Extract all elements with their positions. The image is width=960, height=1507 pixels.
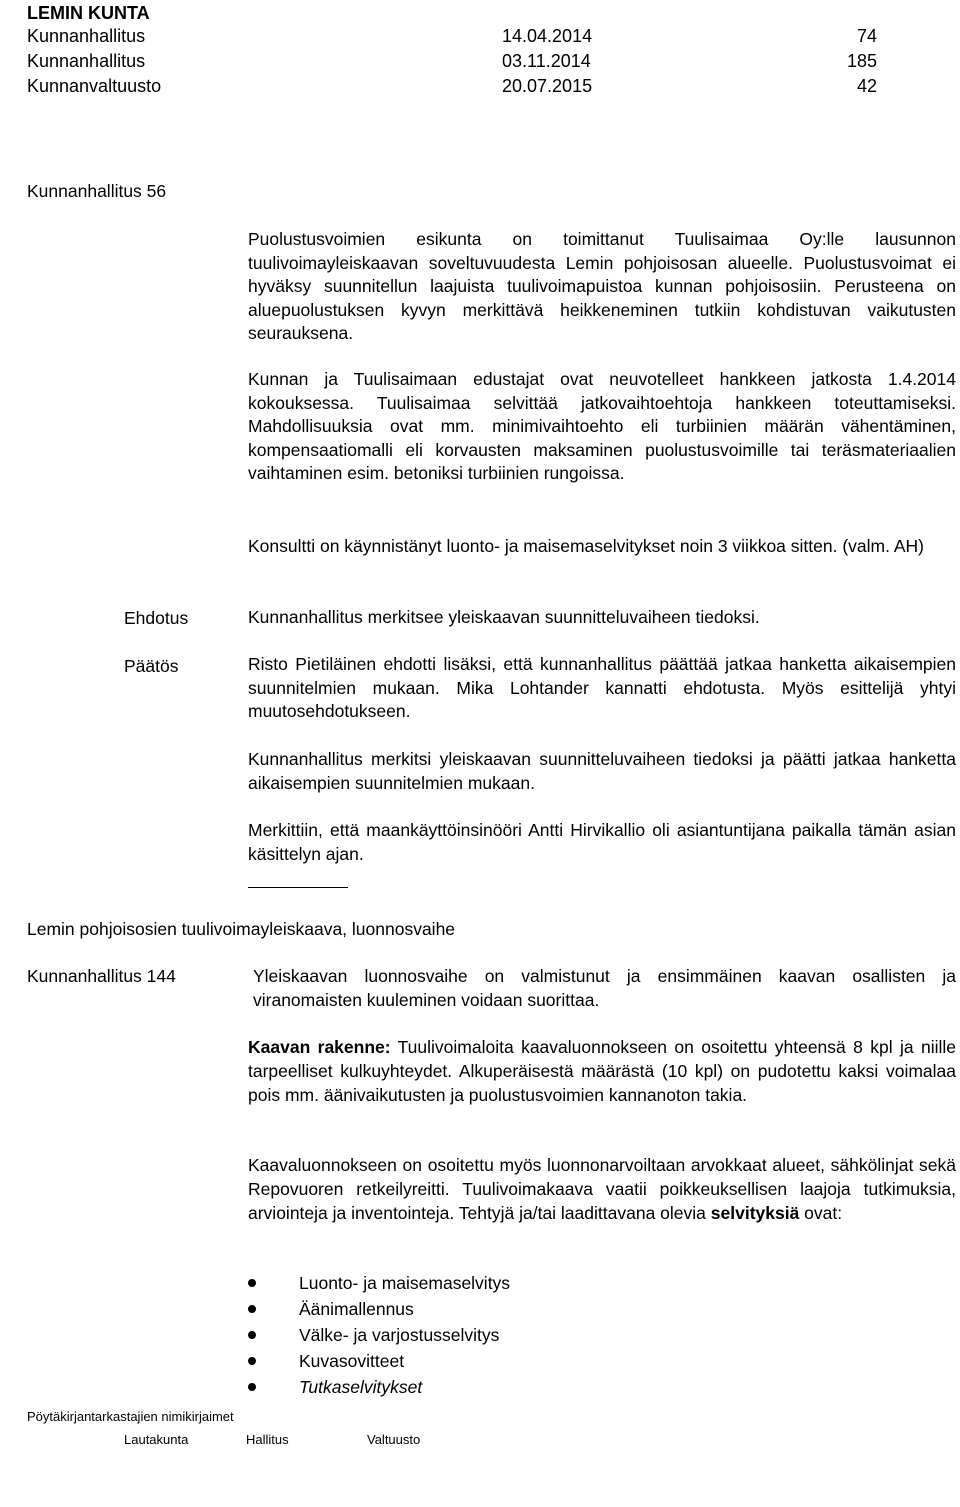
meeting-body: Kunnanvaltuusto [27,76,162,96]
ehdotus-label: Ehdotus [124,608,189,628]
paragraph [248,368,956,486]
footer-valtuusto: Valtuusto [367,1432,421,1447]
meeting-date: 20.07.2015 [502,76,593,96]
bullet-icon [248,1305,256,1313]
paragraph-text: Risto Pietiläinen ehdotti lisäksi, että kunnanhallitus päättää jatkaa hanketta aikaisempien suunnitelmien mukaan. Mika Lohtander kannatti ehdotusta. Myös esittelijä yhtyi muutosehdotukseen. [248,654,956,721]
list-item: Tutkaselvitykset [248,1374,510,1400]
bullet-icon [248,1383,256,1391]
meeting-date: 03.11.2014 [502,51,591,71]
meeting-body: Kunnanhallitus [27,26,146,46]
bold-word: selvityksiä [710,1203,800,1223]
bold-lead: Kaavan rakenne: [248,1037,391,1057]
paatos-text [248,653,956,724]
meeting-ref-row [27,74,877,99]
bullet-icon [248,1331,256,1339]
bullet-icon [248,1357,256,1365]
paragraph-text [248,1035,956,1107]
paragraph-start: Kaavaluonnokseen on osoitettu myös luonnonarvoiltaan arvokkaat alueet, sähkölinjat sekä Repovuoren retkeilyreitti. Tuulivoimakaava vaatii poikkeuksellisen laajoja tutkimuksia, arviointeja ja inventointeja. Tehtyjä ja/tai laadittavana olevia [248,1155,956,1223]
paatos-label: Päätös [124,656,179,676]
paragraph [248,748,956,795]
meeting-number: 42 [856,76,877,96]
paragraph-text: Yleiskaavan luonnosvaihe on valmistunut ja ensimmäinen kaavan osallisten ja viranomaisten kuuleminen voidaan suorittaa. [253,966,956,1010]
paragraph [248,1035,956,1107]
paragraph-rest: Tuulivoimaloita kaavaluonnokseen on osoitettu yhteensä 8 kpl ja niille tarpeelliset kulkuyhteydet. Alkuperäisestä määrästä (10 kpl) on pudotettu kaksi voimalaa pois mm. äänivaikutusten ja puolustusvoimien kannanoton takia. [248,1037,956,1105]
meeting-number: 185 [846,51,877,71]
list-item: Äänimallennus [248,1296,510,1322]
section-label: Kunnanhallitus 144 [27,966,176,986]
paragraph [248,535,956,559]
paragraph-text: Kunnanhallitus merkitsi yleiskaavan suunnitteluvaiheen tiedoksi ja päätti jatkaa hanketta aikaisempien suunnitelmien mukaan. [248,749,956,793]
paragraph-end: ovat: [799,1203,843,1223]
signatures-label: Pöytäkirjantarkastajien nimikirjaimet [27,1409,234,1424]
paragraph [253,964,956,1012]
divider-line [248,887,348,888]
section-title: Lemin pohjoisosien tuulivoimayleiskaava, luonnosvaihe [27,919,456,939]
paragraph-text: Kunnanhallitus merkitsee yleiskaavan suunnitteluvaiheen tiedoksi. [248,607,760,627]
paragraph [248,1153,956,1225]
meeting-number: 74 [856,26,877,46]
footer-lautakunta: Lautakunta [124,1432,189,1447]
studies-list [248,1270,510,1400]
paragraph-text [248,1153,956,1225]
footer-hallitus: Hallitus [246,1432,289,1447]
meeting-date: 14.04.2014 [502,26,593,46]
list-item: Luonto- ja maisemaselvitys [248,1270,510,1296]
list-item: Välke- ja varjostusselvitys [248,1322,510,1348]
paragraph-text: Puolustusvoimien esikunta on toimittanut Tuulisaimaa Oy:lle lausunnon tuulivoimayleiskaavan soveltuvuudesta Lemin pohjoisosan alueelle. Puolustusvoimat ei hyväksy suunnitellun laajuista tuulivoimapuistoa kunnan pohjoisosiin. Perusteena on aluepuolustuksen kyvyn merkittävä heikkeneminen tutkiin kohdistuvan vaikutusten seurauksena. [248,229,956,343]
ehdotus-text [248,606,956,630]
paragraph-text: Merkittiin, että maankäyttöinsinööri Antti Hirvikallio oli asiantuntijana paikalla tämän asian käsittelyn ajan. [248,820,956,864]
paragraph-text: Kunnan ja Tuulisaimaan edustajat ovat neuvotelleet hankkeen jatkosta 1.4.2014 kokouksessa. Tuulisaimaa selvittää jatkovaihtoehtoja hankkeen toteuttamiseksi. Mahdollisuuksia ovat mm. minimivaihtoehto eli turbiinien määrän vähentäminen, kompensaatiomalli eli korvausten maksaminen puolustusvoimille tai teräsmateriaalien vaihtaminen esim. betoniksi turbiinien rungoissa. [248,369,956,483]
list-item: Kuvasovitteet [248,1348,510,1374]
paragraph-text: Konsultti on käynnistänyt luonto- ja maisemaselvitykset noin 3 viikkoa sitten. (valm. AH) [248,536,924,556]
paragraph [248,228,956,346]
bullet-icon [248,1279,256,1287]
meeting-ref-row [27,24,877,49]
paragraph [248,819,956,866]
section-label: Kunnanhallitus 56 [27,181,167,201]
organization-title: LEMIN KUNTA [27,3,150,23]
meeting-body: Kunnanhallitus [27,51,146,71]
meeting-ref-row [27,49,877,74]
